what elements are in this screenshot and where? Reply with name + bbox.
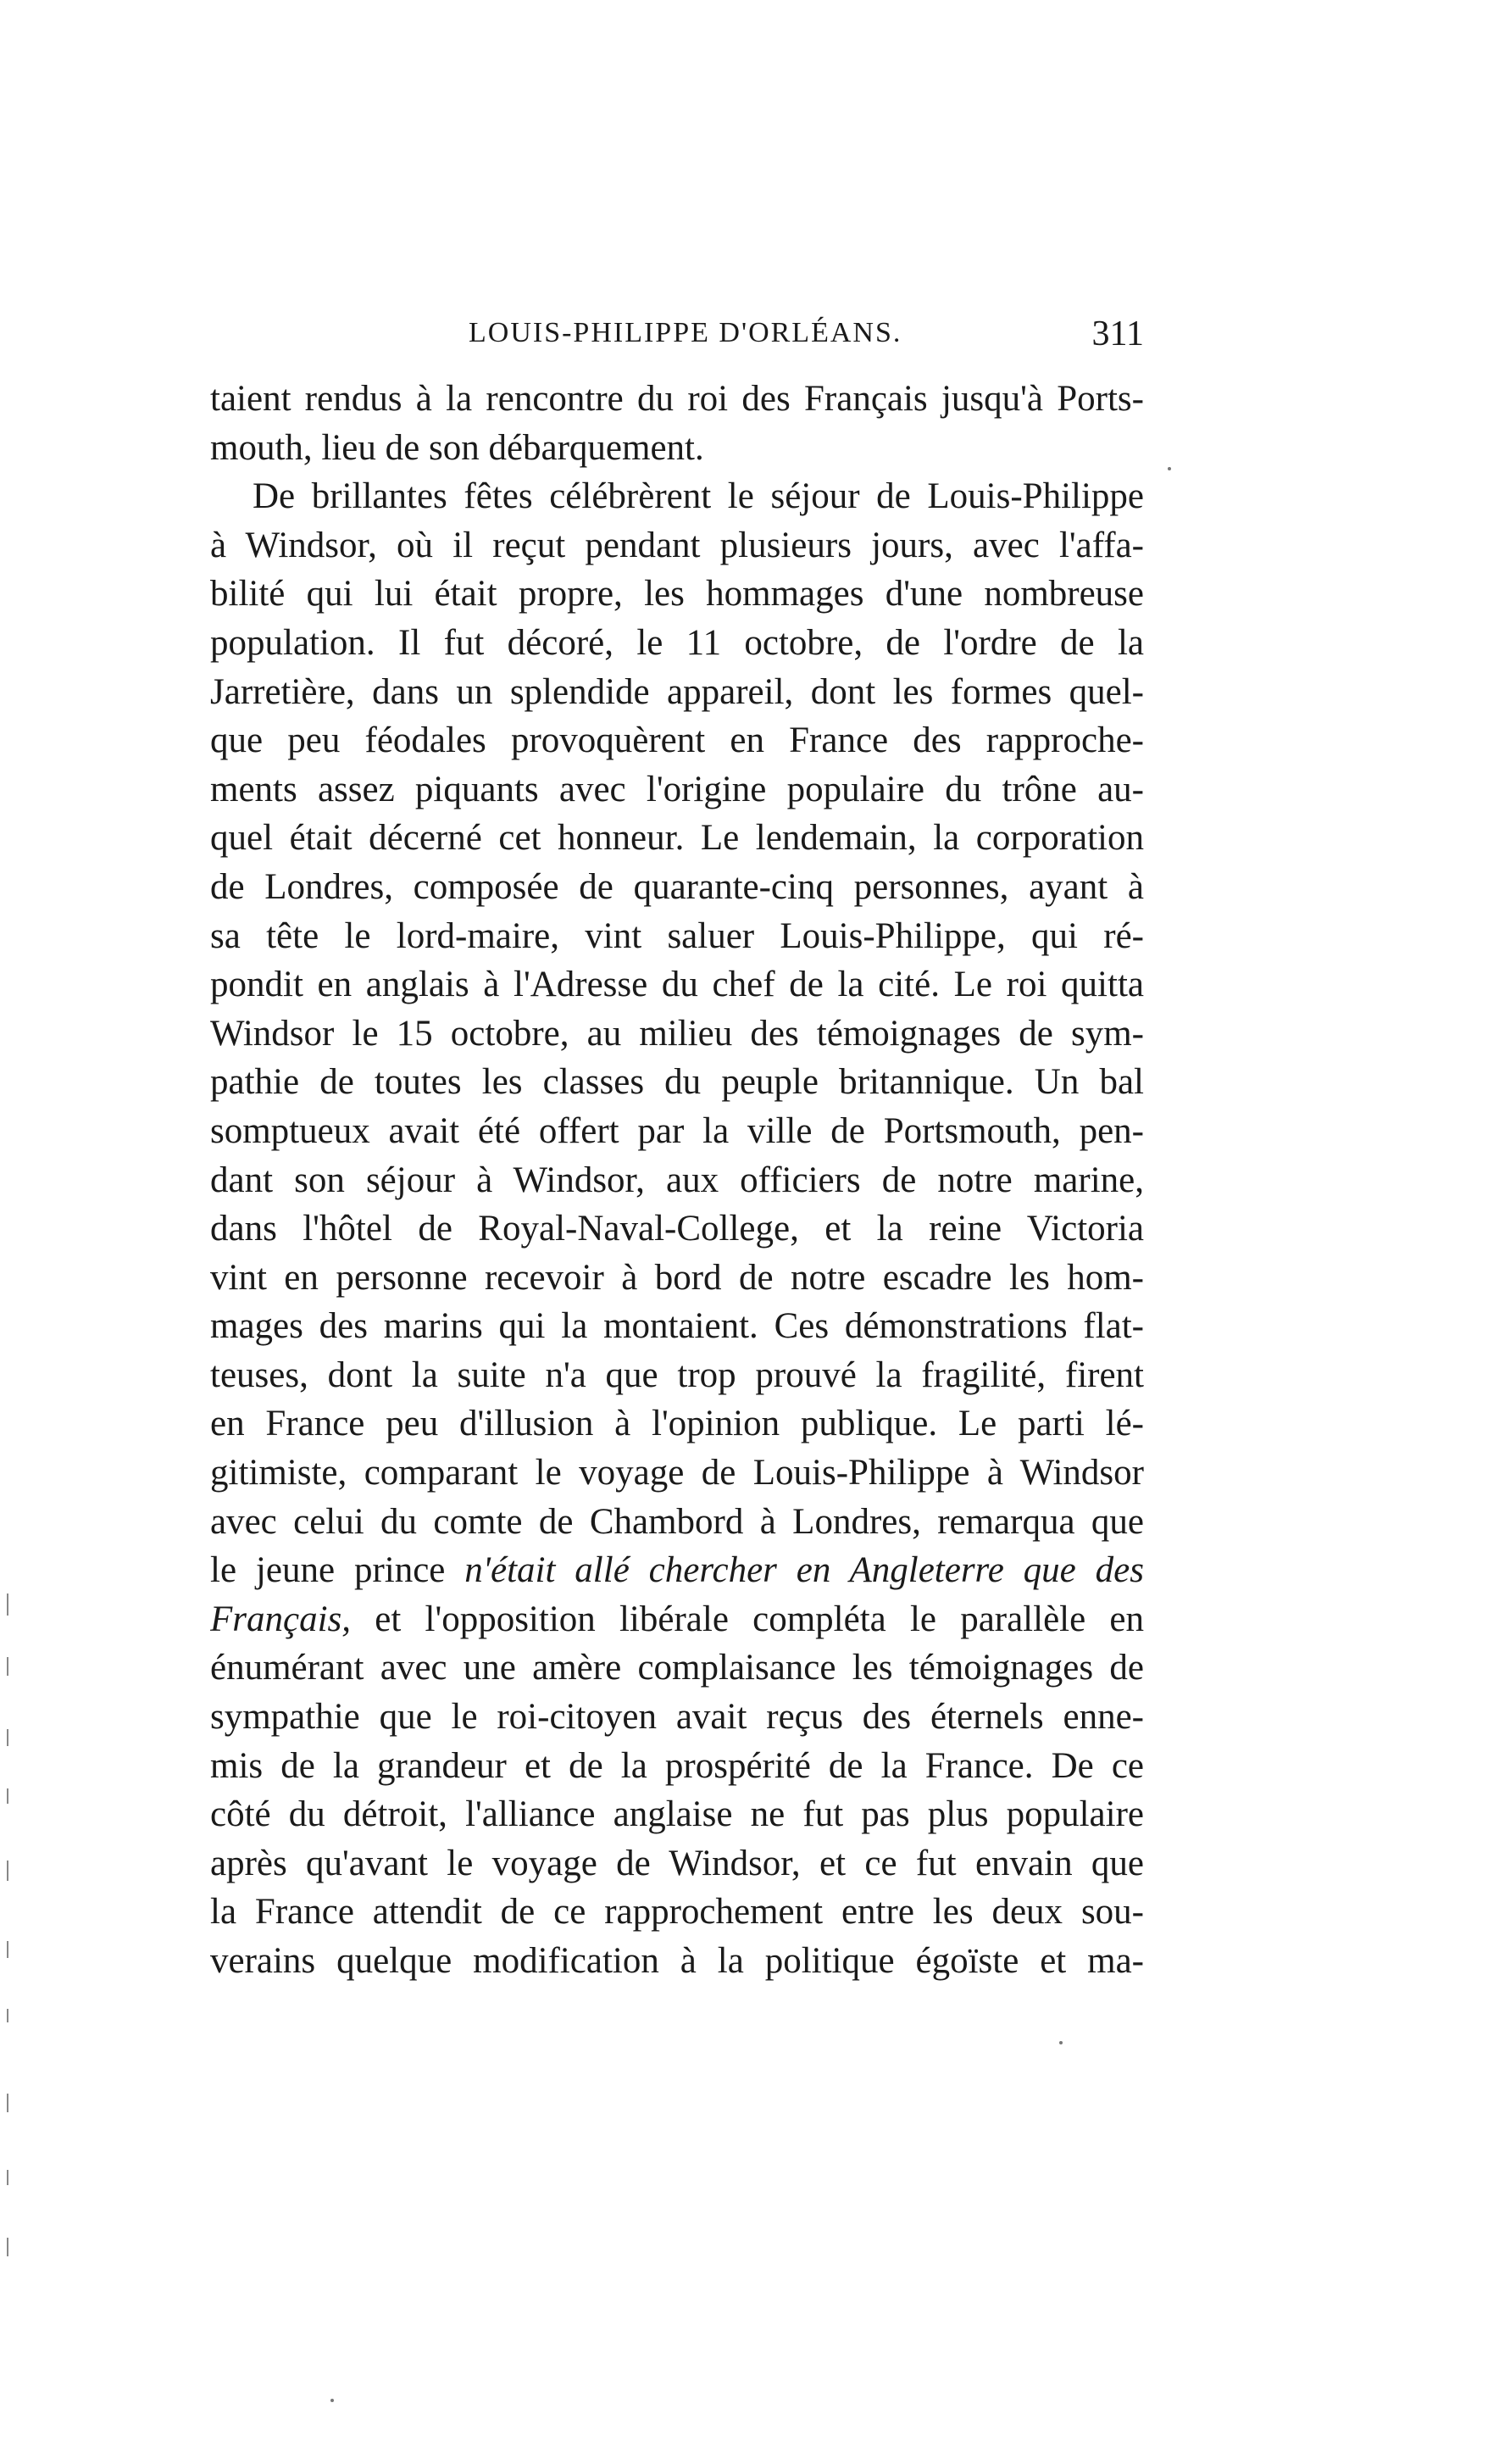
text-line: à Windsor, où il reçut pendant plusieurs jours, avec l'affa- xyxy=(210,525,1144,565)
text-line: somptueux avait été offert par la ville de Portsmouth, pen- xyxy=(210,1110,1144,1151)
scan-artifact xyxy=(7,1594,8,1616)
text-line: gitimiste, comparant le voyage de Louis-Philippe à Windsor xyxy=(210,1453,1144,1493)
text-line: ments assez piquants avec l'origine populaire du trône au- xyxy=(210,769,1144,809)
text-line: mouth, lieu de son débarquement. xyxy=(210,427,704,468)
scan-artifact xyxy=(7,1941,8,1958)
text-line: avec celui du comte de Chambord à Londres, remarqua que xyxy=(210,1501,1144,1542)
text-line: Windsor le 15 octobre, au milieu des témoignages de sym- xyxy=(210,1013,1144,1054)
scan-artifact xyxy=(7,1729,8,1746)
scan-artifact xyxy=(7,1788,8,1804)
text-line: quel était décerné cet honneur. Le lendemain, la corporation xyxy=(210,818,1144,859)
text-line: De brillantes fêtes célébrèrent le séjour de Louis-Philippe xyxy=(253,476,1144,517)
text-line: énumérant avec une amère complaisance les témoignages de xyxy=(210,1648,1144,1688)
scan-artifact xyxy=(7,2009,8,2022)
text-line: teuses, dont la suite n'a que trop prouvé la fragilité, firent xyxy=(210,1354,1144,1395)
scan-speck xyxy=(330,2399,334,2402)
text-line: côté du détroit, l'alliance anglaise ne fut pas plus populaire xyxy=(210,1794,1144,1835)
text-line: sympathie que le roi-citoyen avait reçus des éternels enne- xyxy=(210,1697,1144,1738)
text-line: après qu'avant le voyage de Windsor, et ce fut envain que xyxy=(210,1843,1144,1883)
scan-artifact xyxy=(7,1861,8,1881)
text-line: en France peu d'illusion à l'opinion publique. Le parti lé- xyxy=(210,1404,1144,1444)
scan-speck xyxy=(1168,467,1171,470)
text-line: sa tête le lord-maire, vint saluer Louis-Philippe, qui ré- xyxy=(210,915,1144,956)
scan-artifact xyxy=(7,2238,8,2256)
text-line: bilité qui lui était propre, les hommages d'une nombreuse xyxy=(210,574,1144,615)
text-line: vint en personne recevoir à bord de notre escadre les hom- xyxy=(210,1257,1144,1298)
running-title: LOUIS-PHILIPPE D'ORLÉANS. xyxy=(469,317,902,348)
text-line: population. Il fut décoré, le 11 octobre, de l'ordre de la xyxy=(210,622,1144,663)
text-line: pathie de toutes les classes du peuple britannique. Un bal xyxy=(210,1062,1144,1103)
text-line: dans l'hôtel de Royal-Naval-College, et la reine Victoria xyxy=(210,1209,1144,1249)
text-line: taient rendus à la rencontre du roi des Français jusqu'à Ports- xyxy=(210,379,1144,419)
scan-artifact xyxy=(7,2094,8,2112)
italic-quote: Français, xyxy=(210,1599,352,1639)
scan-artifact xyxy=(7,1657,8,1676)
text-line: de Londres, composée de quarante-cinq personnes, ayant à xyxy=(210,866,1144,907)
text-line: mis de la grandeur et de la prospérité de la France. De ce xyxy=(210,1745,1144,1786)
text-line: mages des marins qui la montaient. Ces démonstrations flat- xyxy=(210,1306,1144,1347)
text-line: pondit en anglais à l'Adresse du chef de la cité. Le roi quitta xyxy=(210,965,1144,1005)
text-span: le jeune prince xyxy=(210,1550,465,1591)
text-line-italic xyxy=(210,1595,1144,1644)
scan-artifact xyxy=(7,2170,8,2185)
scan-speck xyxy=(1059,2041,1063,2044)
text-line-italic xyxy=(210,1546,1144,1595)
text-line: dant son séjour à Windsor, aux officiers de notre marine, xyxy=(210,1160,1144,1200)
text-line: Jarretière, dans un splendide appareil, dont les formes quel- xyxy=(210,671,1144,712)
page-number: 311 xyxy=(1091,314,1144,353)
text-line: verains quelque modification à la politique égoïste et ma- xyxy=(210,1941,1144,1981)
italic-quote: n'était allé chercher en Angleterre que des xyxy=(464,1550,1144,1591)
text-line: que peu féodales provoquèrent en France des rapproche- xyxy=(210,720,1144,761)
body-text xyxy=(210,375,1144,1986)
text-line: la France attendit de ce rapprochement entre les deux sou- xyxy=(210,1892,1144,1933)
text-span: et l'opposition libérale compléta le parallèle en xyxy=(351,1599,1144,1639)
running-head xyxy=(210,314,1144,364)
